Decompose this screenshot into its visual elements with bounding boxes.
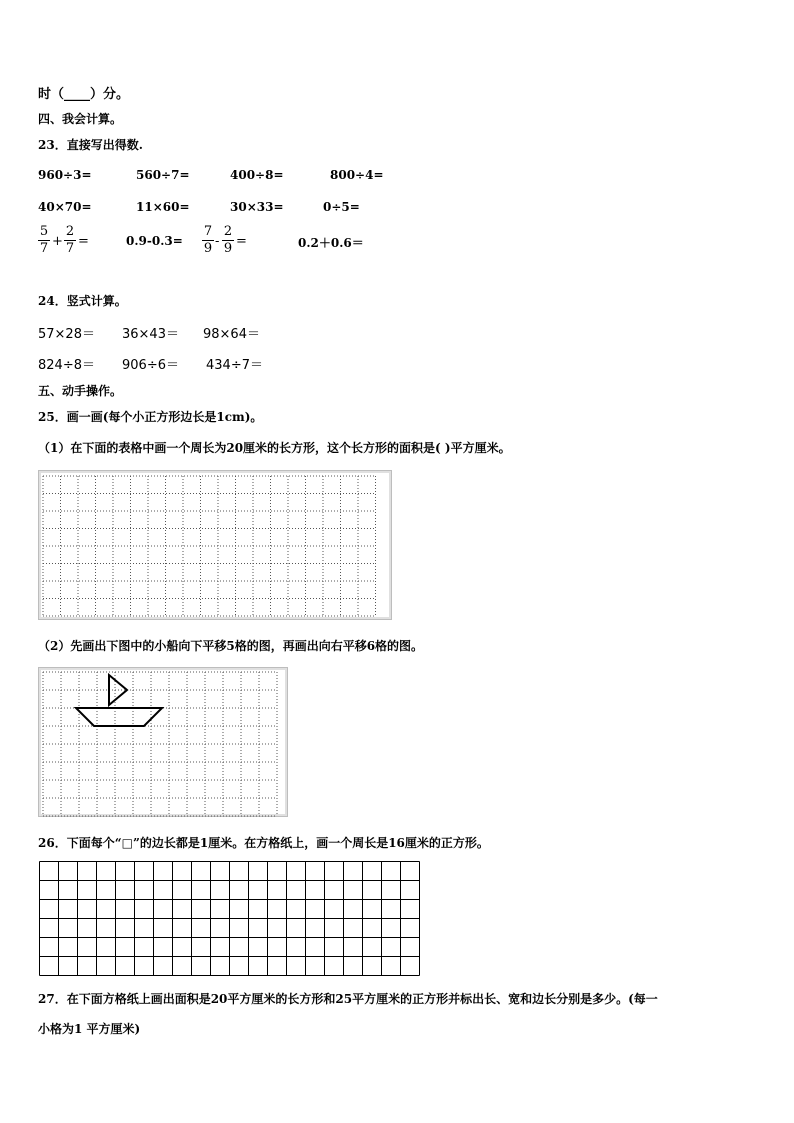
grid-q25-part2[interactable] [38, 667, 288, 817]
fraction-5-7: 5 7 [39, 224, 49, 256]
q26-text: 26．下面每个“□”的边长都是1厘米。在方格纸上，画一个周长是16厘米的正方形。 [38, 836, 489, 850]
q23-r3-c4: 0.2＋0.6＝ [298, 236, 364, 250]
section-4-heading: 四、我会计算。 [38, 112, 123, 126]
fraction-7-9: 7 9 [203, 224, 213, 256]
q24-r2-c2: 906÷6＝ [122, 358, 179, 373]
q23-r1-c3: 400÷8= [230, 168, 284, 182]
q23-title: 23．直接写出得数. [38, 138, 143, 152]
fraction-2-7: 2 7 [65, 224, 75, 256]
q24-r2-c1: 824÷8＝ [38, 358, 95, 373]
section-5-heading: 五、动手操作。 [38, 384, 123, 398]
q24-title: 24．竖式计算。 [38, 294, 127, 308]
grid-q25-part1[interactable] [38, 470, 392, 620]
q23-r2-c3: 30×33= [230, 200, 284, 214]
q23-r1-c4: 800÷4= [330, 168, 384, 182]
q23-r1-c2: 560÷7= [136, 168, 190, 182]
grid-q26[interactable] [39, 861, 420, 978]
plus-sign: + [52, 234, 63, 249]
q23-r2-c2: 11×60= [136, 200, 190, 214]
equals-sign-1: = [78, 234, 89, 249]
q27-line2: 小格为1 平方厘米) [38, 1022, 141, 1036]
q24-r1-c3: 98×64＝ [203, 327, 260, 342]
minus-sign: - [215, 234, 220, 249]
q24-r2-c3: 434÷7＝ [206, 358, 263, 373]
boat-hull [76, 708, 162, 726]
q24-r1-c1: 57×28＝ [38, 327, 95, 342]
q23-r2-c4: 0÷5= [323, 200, 360, 214]
q27-line1: 27．在下面方格纸上画出面积是20平方厘米的长方形和25平方厘米的正方形并标出长、宽和边长分别是多少。(每一 [38, 992, 658, 1006]
q23-r3-c2: 0.9-0.3= [126, 234, 183, 248]
equals-sign-3: = [236, 234, 247, 249]
fraction-2-9: 2 9 [223, 224, 233, 256]
q24-r1-c2: 36×43＝ [122, 327, 179, 342]
top-line: 时（____）分。 [38, 87, 130, 102]
q25-part1: （1）在下面的表格中画一个周长为20厘米的长方形，这个长方形的面积是( )平方厘米。 [38, 441, 511, 455]
q23-r2-c1: 40×70= [38, 200, 92, 214]
q25-title: 25．画一画(每个小正方形边长是1cm)。 [38, 410, 263, 424]
q25-part2: （2）先画出下图中的小船向下平移5格的图，再画出向右平移6格的图。 [38, 639, 424, 653]
q23-r1-c1: 960÷3= [38, 168, 92, 182]
